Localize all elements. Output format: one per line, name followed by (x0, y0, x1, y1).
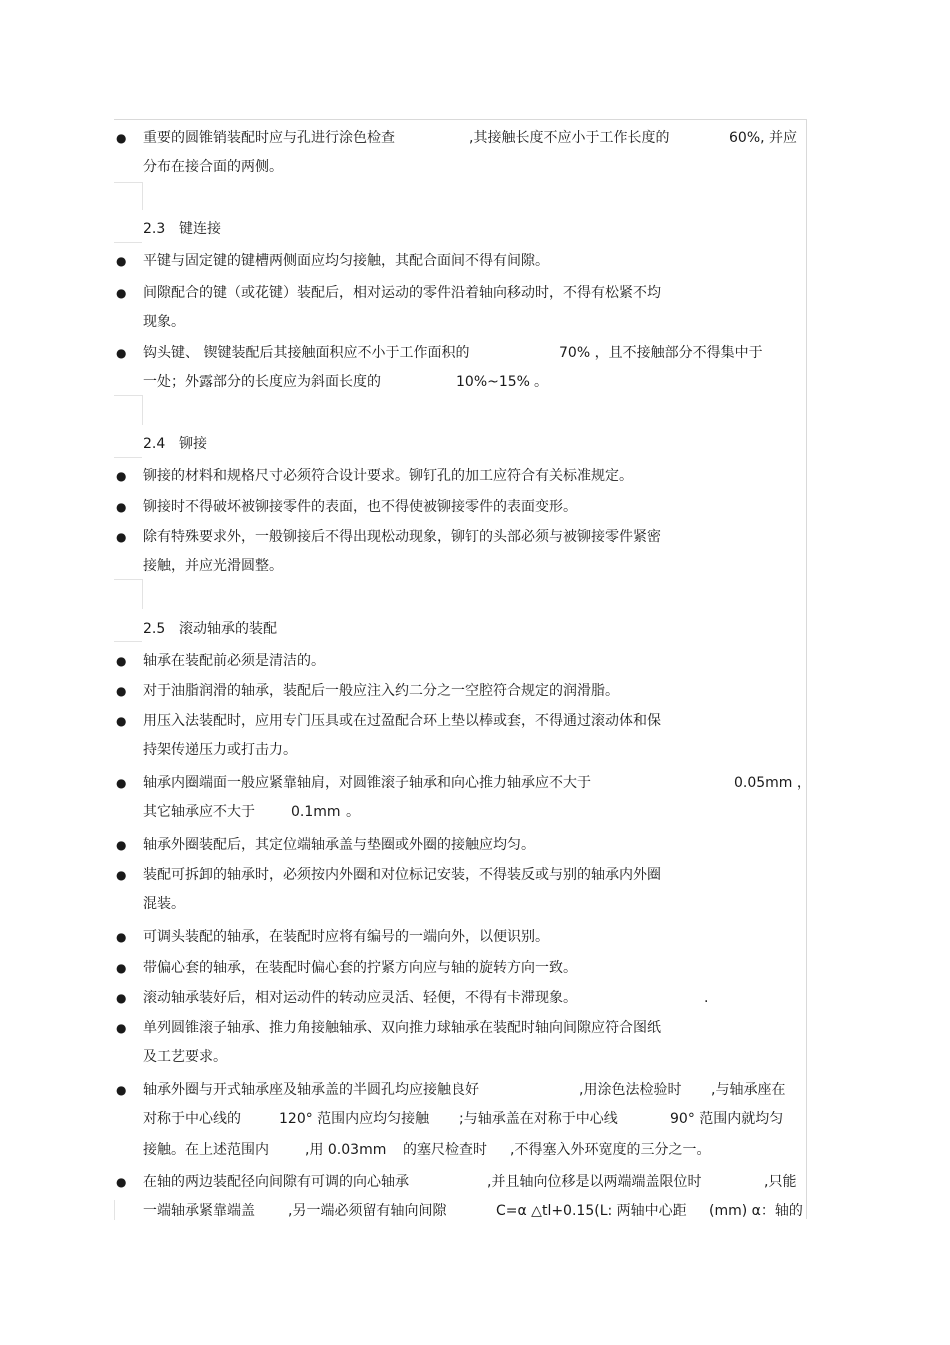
bullet: ● (116, 868, 127, 882)
frame-left-segment (142, 579, 143, 609)
paragraph-line: 其它轴承应不大于 (143, 804, 255, 820)
paragraph-line: 及工艺要求。 (143, 1049, 227, 1065)
section-heading-2-4 (143, 435, 207, 453)
paragraph-line: 0.05mm ， (734, 775, 811, 791)
paragraph-line: 混装。 (143, 896, 185, 912)
paragraph-line: ,只能 (764, 1174, 797, 1190)
section-heading-2-3 (143, 220, 221, 238)
paragraph-line (143, 158, 283, 176)
paragraph-line: 持架传递压力或打击力。 (143, 742, 297, 758)
paragraph-line: 除有特殊要求外，一般铆接后不得出现松动现象，铆钉的头部必须与被铆接零件紧密 (143, 529, 661, 545)
paragraph-line: 单列圆锥滚子轴承、推力角接触轴承、双向推力球轴承在装配时轴向间隙应符合图纸 (143, 1020, 661, 1036)
paragraph-line: 对称于中心线的 (143, 1111, 241, 1127)
paragraph-line: . (704, 990, 709, 1006)
bullet: ● (116, 684, 127, 698)
paragraph-line: 铆接的材料和规格尺寸必须符合设计要求。铆钉孔的加工应符合有关标准规定。 (143, 468, 633, 484)
bullet: ● (116, 1021, 127, 1035)
paragraph-line: ,并且轴向位移是以两端端盖限位时 (487, 1174, 702, 1190)
frame-tick (114, 242, 142, 243)
text-run: 分布在接合面的两侧。 (143, 159, 283, 175)
section-number: 2.4 (143, 436, 166, 452)
section-title: 滚动轴承的装配 (179, 621, 277, 637)
paragraph-line (469, 129, 669, 147)
paragraph-line: 用压入法装配时，应用专门压具或在过盈配合环上垫以棒或套，不得通过滚动体和保 (143, 713, 661, 729)
section-heading-2-5 (143, 620, 277, 638)
paragraph-line: 接触。在上述范围内 (143, 1142, 269, 1158)
frame-tick (114, 641, 142, 642)
paragraph-line: 10%~15% (456, 374, 530, 390)
bullet: ● (116, 254, 127, 268)
paragraph-line: ,不得塞入外环宽度的三分之一。 (510, 1142, 711, 1158)
paragraph-line: 装配可拆卸的轴承时，必须按内外圈和对位标记安装，不得装反或与别的轴承内外圈 (143, 867, 661, 883)
paragraph-line: 轴承在装配前必须是清洁的。 (143, 653, 325, 669)
paragraph-line: ,用涂色法检验时 (579, 1082, 682, 1098)
bullet: ● (116, 286, 127, 300)
bullet: ● (116, 654, 127, 668)
bullet: ● (116, 838, 127, 852)
paragraph-line: 间隙配合的键（或花键）装配后，相对运动的零件沿着轴向移动时，不得有松紧不均 (143, 285, 661, 301)
paragraph-line: 的塞尺检查时 (403, 1142, 487, 1158)
text-run: 重要的圆锥销装配时应与孔进行涂色检查 (143, 130, 395, 146)
paragraph-line: 可调头装配的轴承，在装配时应将有编号的一端向外，以便识别。 (143, 929, 549, 945)
frame-tick (114, 579, 142, 580)
paragraph-line: 0.1mm (291, 804, 341, 820)
paragraph-line: 。 (534, 374, 548, 390)
paragraph-line: ,与轴承座在 (711, 1082, 786, 1098)
section-number: 2.3 (143, 221, 166, 237)
text-run: ,其接触长度不应小于工作长度的 (469, 130, 670, 146)
bullet: ● (116, 776, 127, 790)
paragraph-line: 。 (346, 804, 360, 820)
bullet: ● (116, 961, 127, 975)
paragraph-line: 70% ，且不接触部分不得集中于 (559, 345, 763, 361)
frame-left-segment (142, 182, 143, 210)
paragraph-line: 铆接时不得破坏被铆接零件的表面，也不得使被铆接零件的表面变形。 (143, 499, 577, 515)
section-title: 铆接 (179, 436, 207, 452)
paragraph-line: 平键与固定键的键槽两侧面应均匀接触，其配合面间不得有间隙。 (143, 253, 549, 269)
bullet: ● (116, 131, 127, 145)
frame-tick (114, 457, 142, 458)
bullet: ● (116, 469, 127, 483)
bullet: ● (116, 1083, 127, 1097)
frame-left-segment (142, 395, 143, 425)
paragraph-line: 对于油脂润滑的轴承，装配后一般应注入约二分之一空腔符合规定的润滑脂。 (143, 683, 619, 699)
paragraph-line: ,用 0.03mm (305, 1142, 387, 1158)
bullet: ● (116, 714, 127, 728)
section-number: 2.5 (143, 621, 166, 637)
frame-tick (114, 182, 142, 183)
paragraph-line: 滚动轴承装好后，相对运动件的转动应灵活、轻便，不得有卡滞现象。 (143, 990, 577, 1006)
bullet: ● (116, 991, 127, 1005)
bullet: ● (116, 346, 127, 360)
paragraph-line: C=α △tl+0.15(L: 两轴中心距 (496, 1203, 687, 1219)
text-run: 60%, 并应 (729, 130, 798, 146)
frame-left-segment (114, 1200, 115, 1220)
bullet: ● (116, 1175, 127, 1189)
paragraph-line: 一端轴承紧靠端盖 (143, 1203, 255, 1219)
paragraph-line: 轴承内圈端面一般应紧靠轴肩，对圆锥滚子轴承和向心推力轴承应不大于 (143, 775, 591, 791)
paragraph-line: 120° 范围内应均匀接触 (279, 1111, 430, 1127)
bullet: ● (116, 530, 127, 544)
paragraph-line: 90° 范围内就均匀 (670, 1111, 784, 1127)
paragraph-line (143, 129, 395, 147)
paragraph-line (729, 129, 797, 147)
frame-tick (114, 395, 142, 396)
page-frame-right (806, 119, 807, 1219)
paragraph-line: ;与轴承盖在对称于中心线 (459, 1111, 618, 1127)
paragraph-line: ,另一端必须留有轴向间隙 (288, 1203, 447, 1219)
paragraph-line: 一处；外露部分的长度应为斜面长度的 (143, 374, 381, 390)
paragraph-line: 轴承外圈与开式轴承座及轴承盖的半圆孔均应接触良好 (143, 1082, 479, 1098)
paragraph-line: 带偏心套的轴承，在装配时偏心套的拧紧方向应与轴的旋转方向一致。 (143, 960, 577, 976)
paragraph-line: 接触，并应光滑圆整。 (143, 558, 283, 574)
section-title: 键连接 (179, 221, 221, 237)
bullet: ● (116, 930, 127, 944)
page-frame-top (114, 119, 807, 120)
bullet: ● (116, 500, 127, 514)
paragraph-line: (mm) α：轴的 (709, 1203, 803, 1219)
paragraph-line: 在轴的两边装配径向间隙有可调的向心轴承 (143, 1174, 409, 1190)
paragraph-line: 轴承外圈装配后，其定位端轴承盖与垫圈或外圈的接触应均匀。 (143, 837, 535, 853)
paragraph-line: 钩头键、 锲键装配后其接触面积应不小于工作面积的 (143, 345, 470, 361)
paragraph-line: 现象。 (143, 314, 185, 330)
